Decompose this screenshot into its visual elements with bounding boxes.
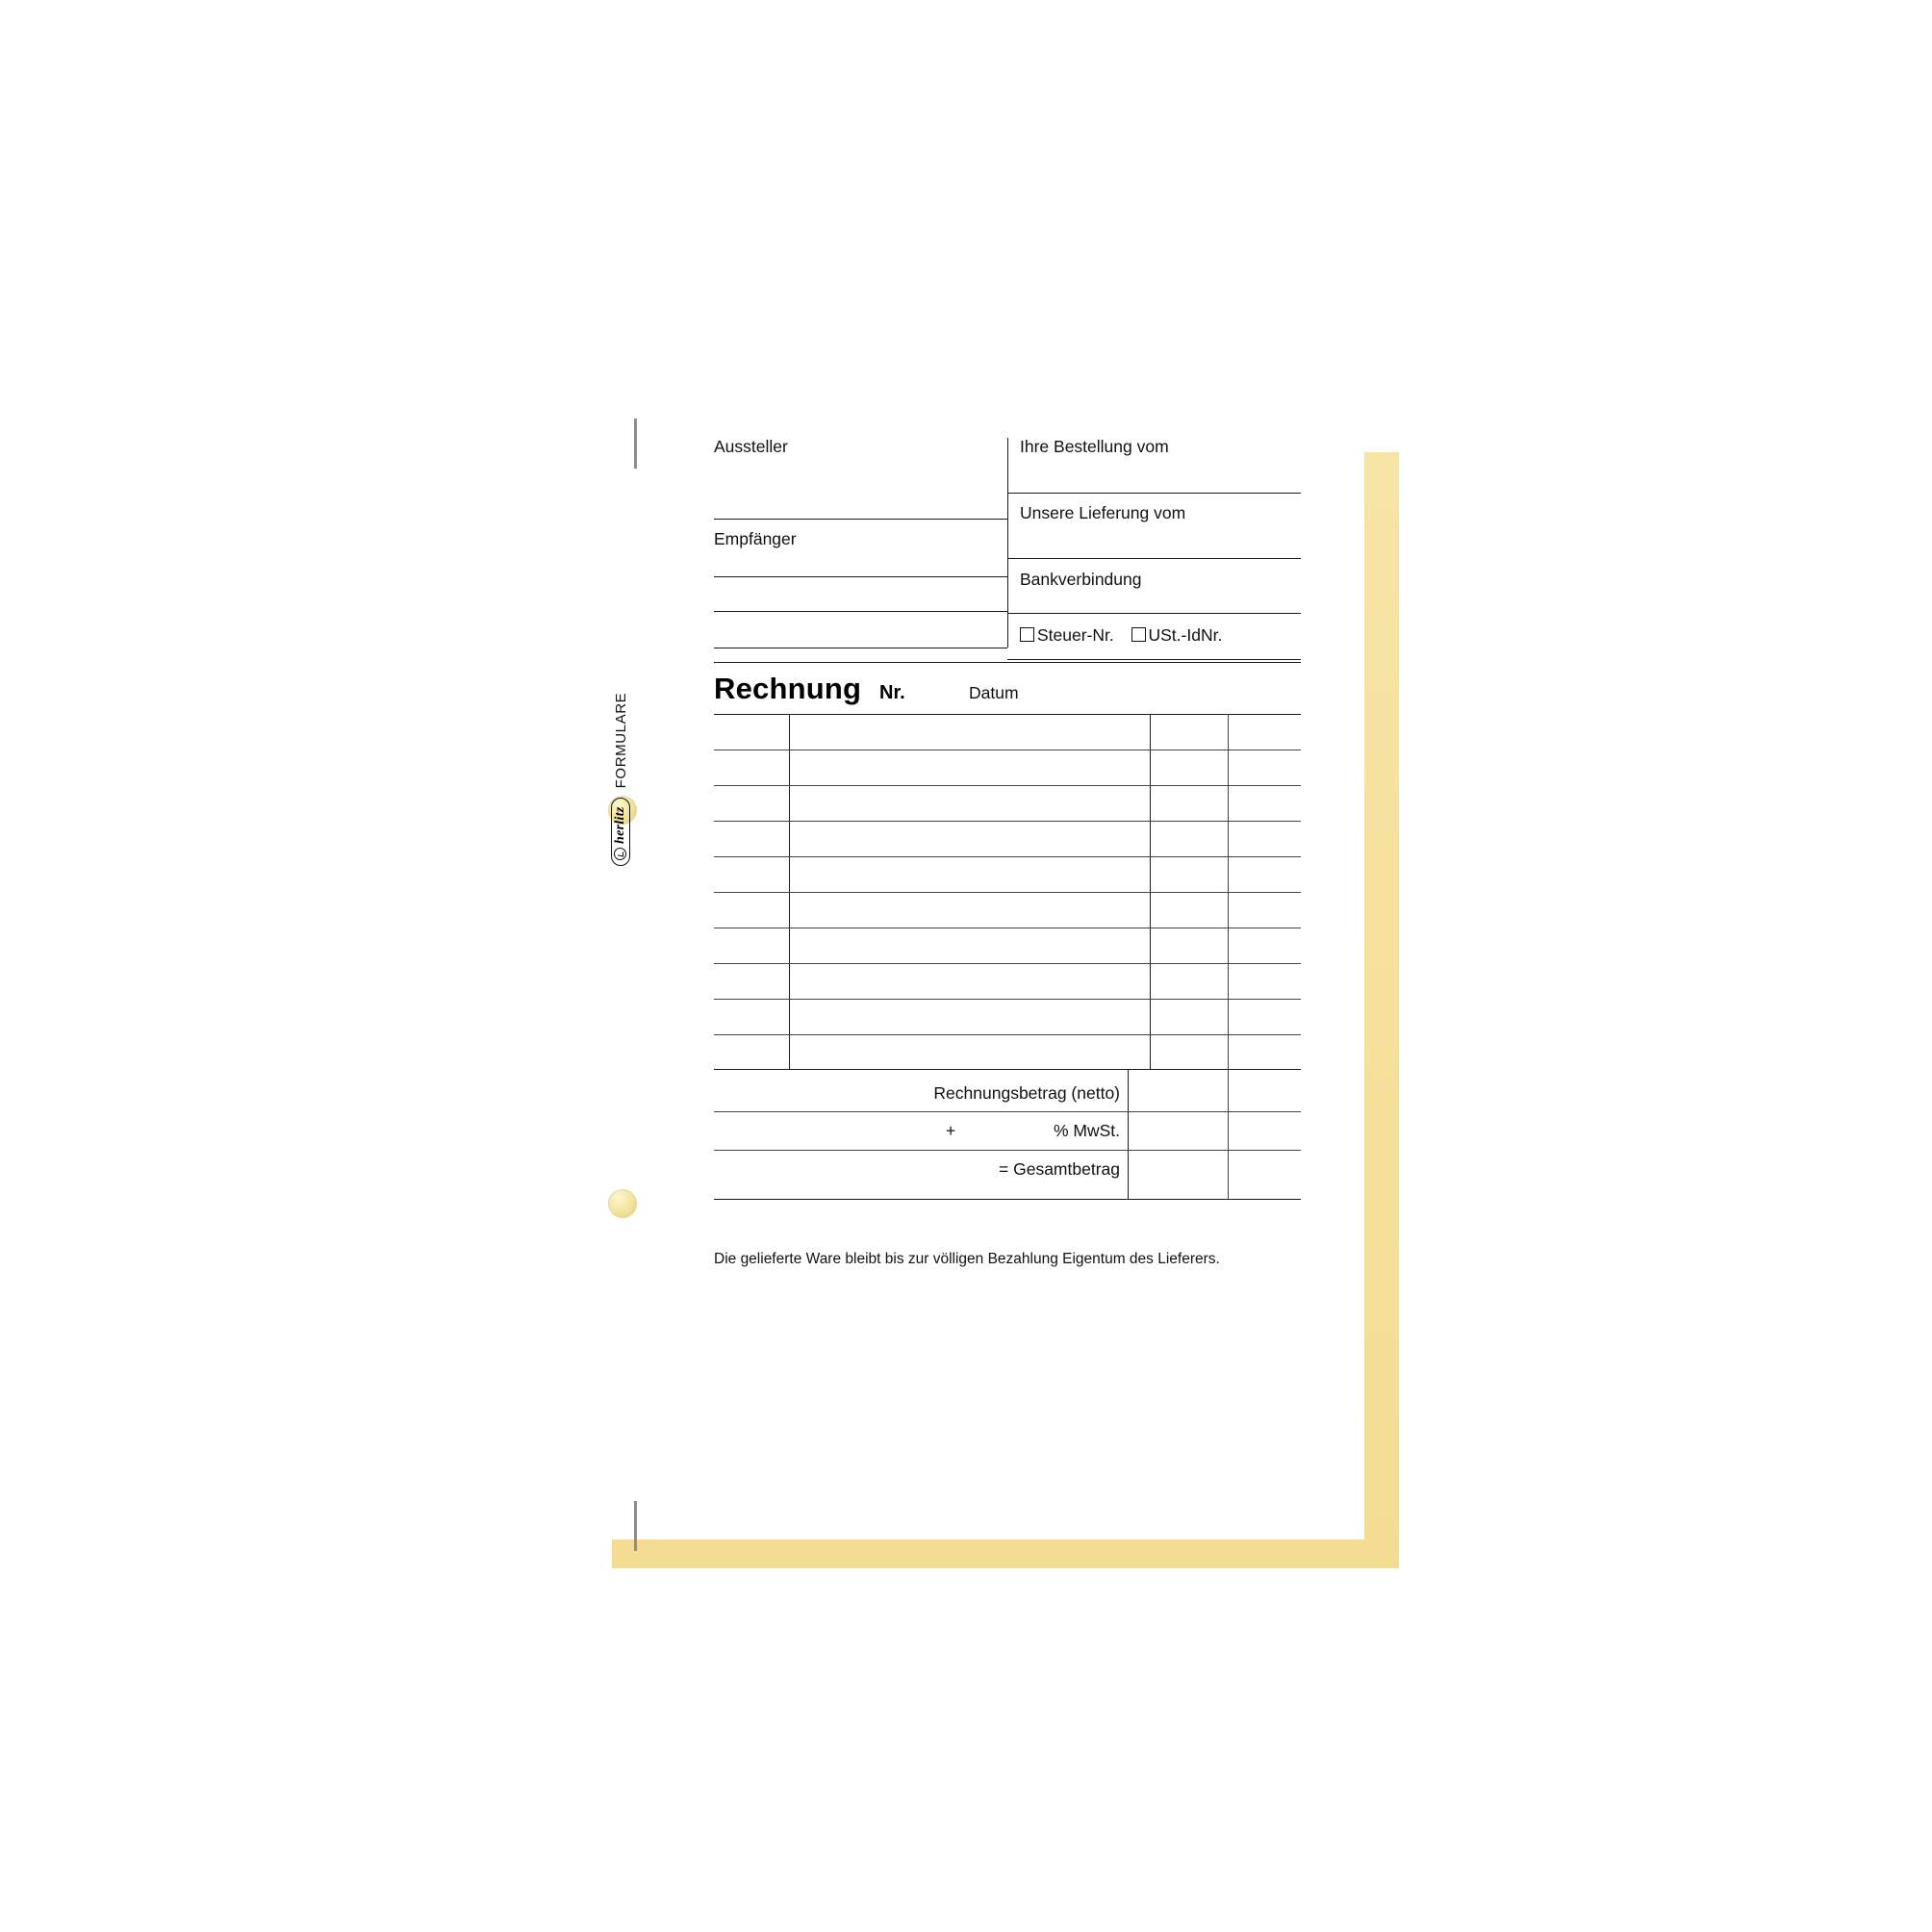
brand-strip [606,539,635,866]
bankverbindung-line [1007,613,1301,614]
totals-line-mwst [714,1150,1301,1151]
table-row-line [714,999,1301,1000]
checkbox-steuer-nr[interactable] [1020,627,1034,642]
label-steuer-nr: Steuer-Nr. [1037,625,1114,645]
label-ihre-bestellung-vom: Ihre Bestellung vom [1020,437,1169,456]
table-bottom-rule [714,1069,1301,1070]
label-bankverbindung: Bankverbindung [1020,570,1142,589]
totals-bottom-rule [714,1199,1301,1200]
binding-mark-top [634,419,637,469]
herlitz-logo-icon [611,798,630,866]
page-title: Rechnung [714,672,862,705]
aussteller-line [714,519,1007,520]
retention-of-title-note: Die gelieferte Ware bleibt bis zur völligen Bezahlung Eigentum des Lieferers. [714,1251,1220,1267]
header-column-divider [1007,438,1008,648]
label-gesamtbetrag: = Gesamtbetrag [999,1159,1120,1179]
table-row-line [714,856,1301,857]
table-row-line [714,963,1301,964]
title-top-rule [714,662,1301,663]
punch-hole-lower [608,1189,637,1218]
label-ust-idnr: USt.-IdNr. [1148,625,1223,645]
herlitz-mark-icon [614,848,626,860]
empfaenger-line-2 [714,611,1007,612]
label-aussteller: Aussteller [714,437,788,456]
unsere-lieferung-line [1007,558,1301,559]
checkbox-ust-idnr[interactable] [1131,627,1146,642]
brand-logo-text: herlitz [612,806,627,844]
totals-line-netto [714,1111,1301,1112]
table-row-line [714,821,1301,822]
label-plus-sign: + [946,1121,956,1140]
invoice-form [714,438,1320,1515]
label-empfaenger: Empfänger [714,529,797,548]
table-row-line [714,892,1301,893]
label-mwst: % MwSt. [1053,1121,1120,1140]
label-datum: Datum [969,683,1019,702]
table-row-line [714,785,1301,786]
binding-mark-bottom [634,1501,637,1551]
label-rechnungsbetrag-netto: Rechnungsbetrag (netto) [933,1083,1120,1103]
title-bottom-rule [714,714,1301,715]
label-unsere-lieferung-vom: Unsere Lieferung vom [1020,503,1186,522]
ihre-bestellung-line [1007,493,1301,494]
label-tax-numbers [1020,626,1222,645]
empfaenger-line-1 [714,576,1007,577]
brand-sub-label: FORMULARE [612,692,629,789]
totals-col-divider-left [1128,1069,1129,1199]
totals-col-divider-right [1228,1069,1229,1199]
tax-number-line [1007,659,1301,660]
label-nr: Nr. [879,682,905,703]
table-row-line [714,1034,1301,1035]
